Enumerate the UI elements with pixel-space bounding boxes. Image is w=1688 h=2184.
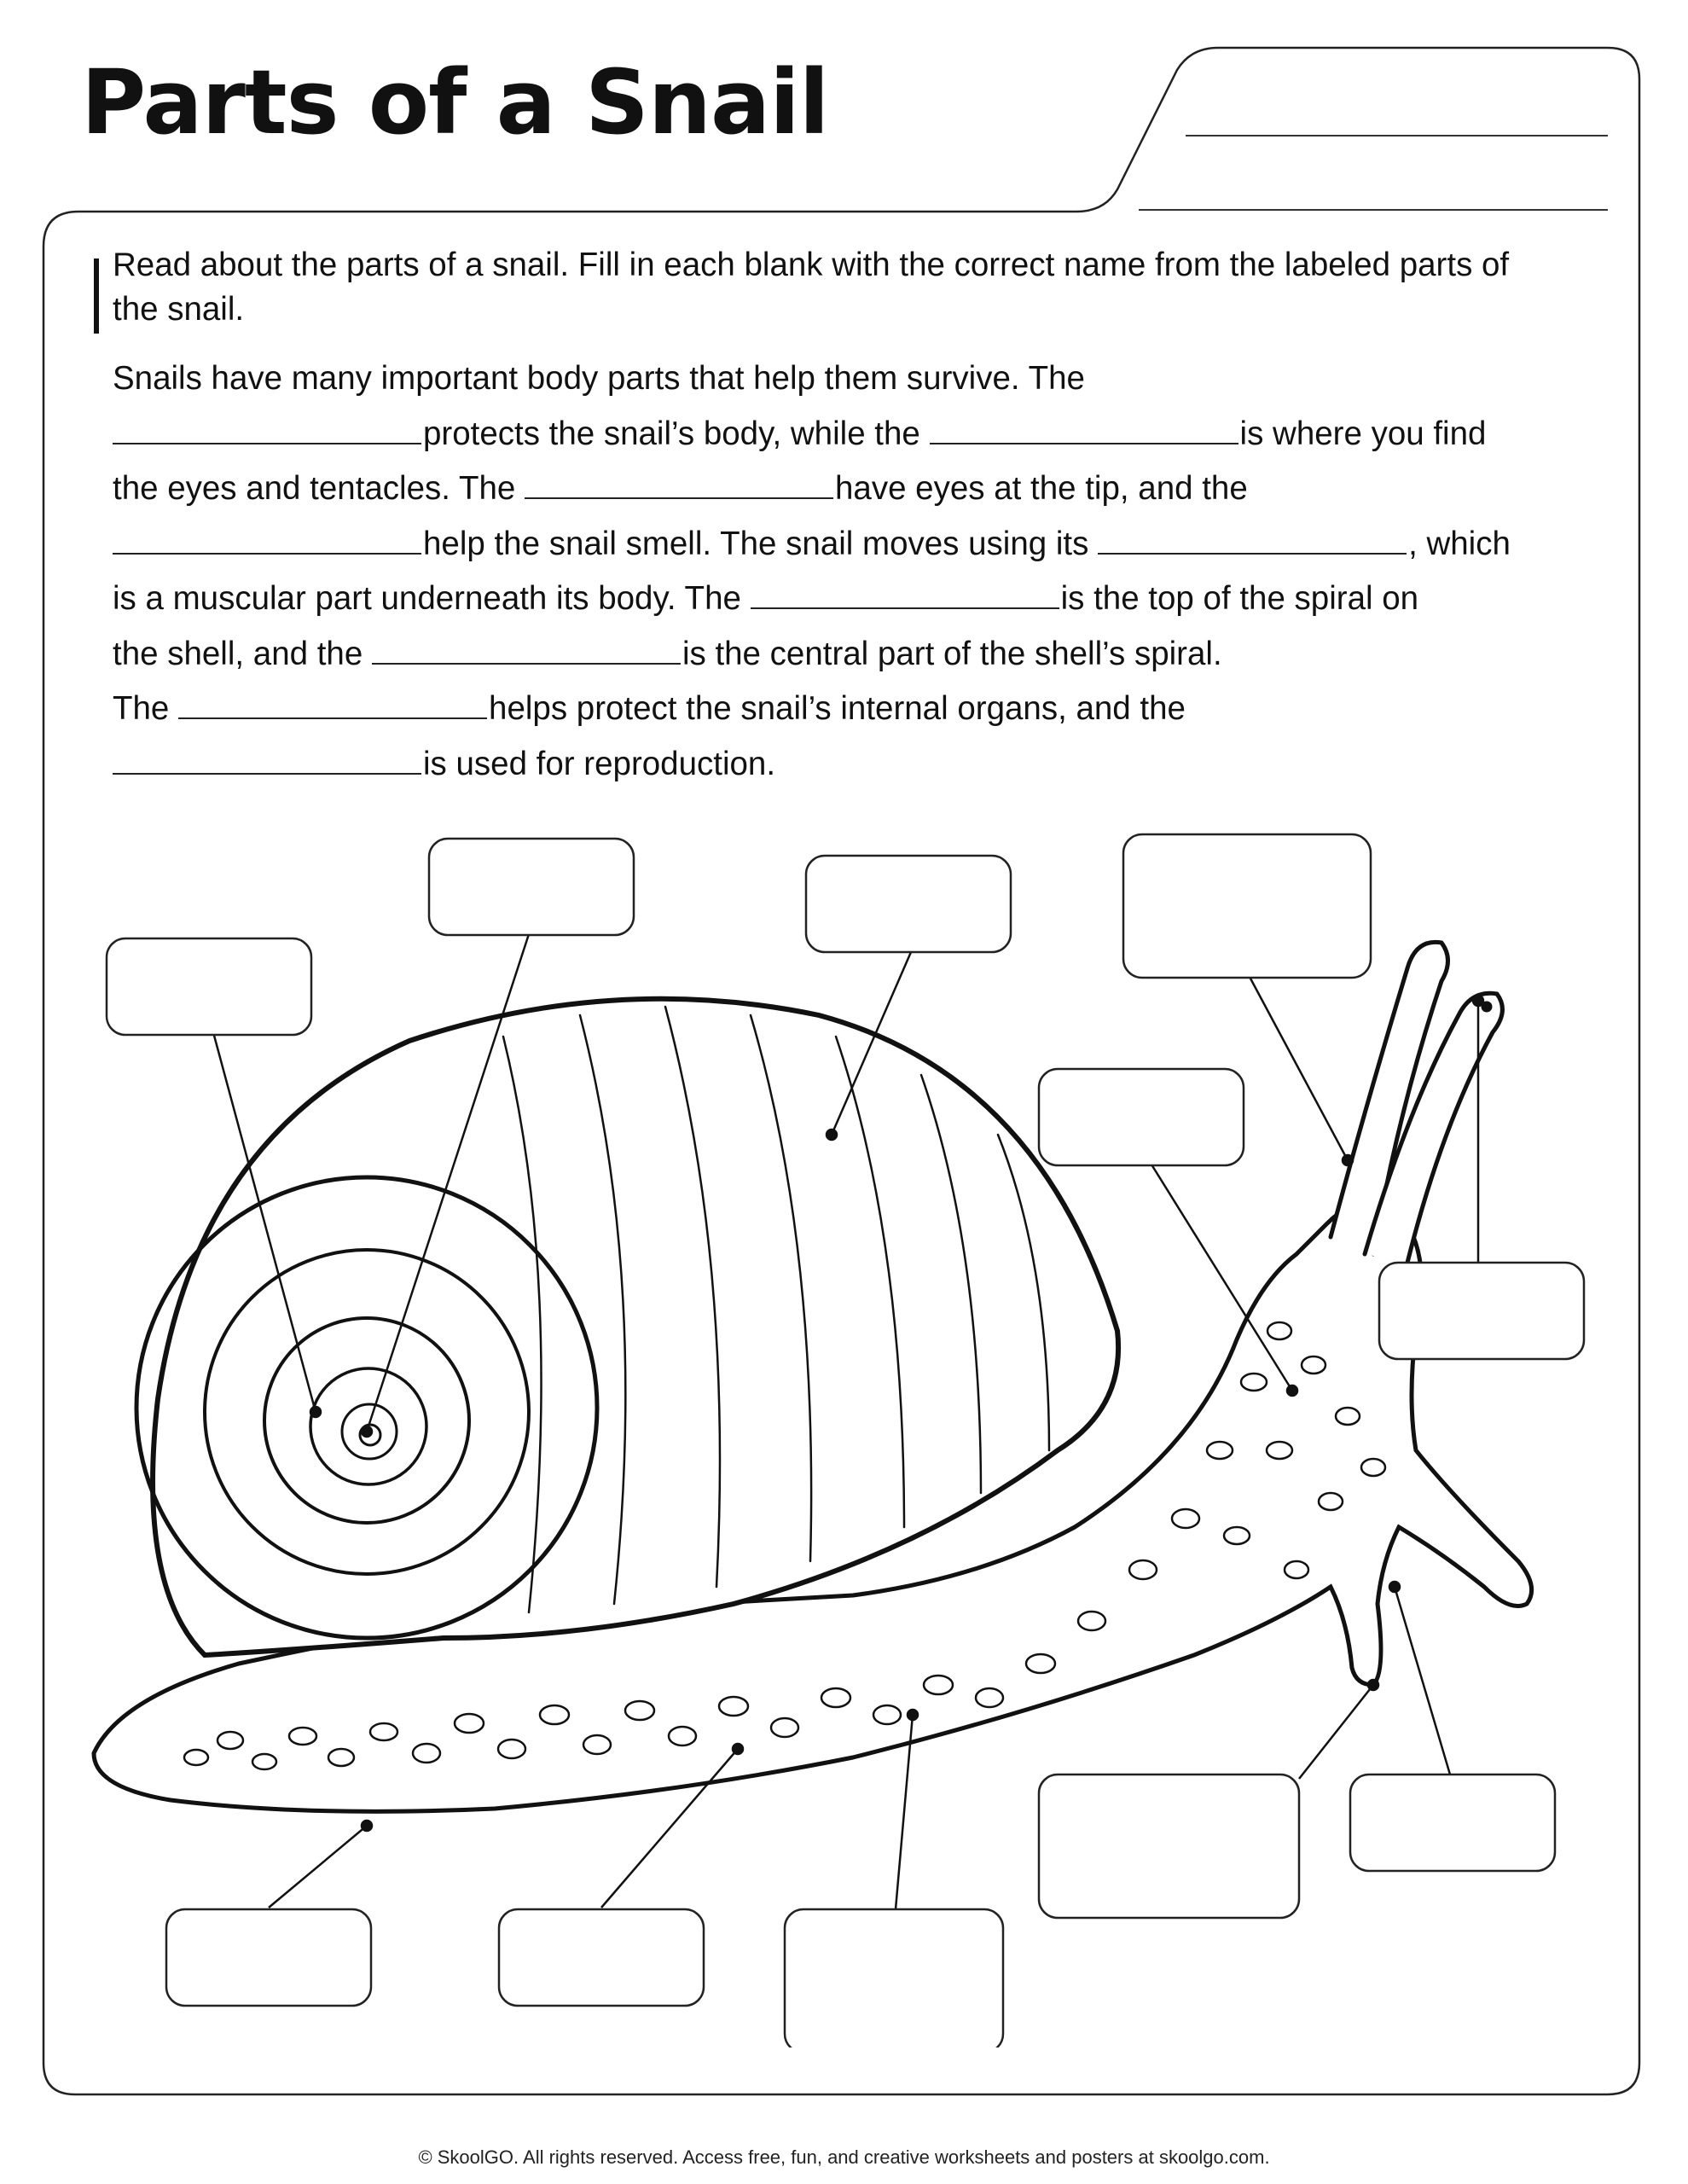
passage-text: is the central part of the shell’s spiral.	[682, 635, 1222, 672]
passage-text: , which	[1408, 525, 1511, 562]
blank-4[interactable]	[113, 520, 421, 555]
label-box[interactable]	[499, 1909, 704, 2006]
label-box[interactable]	[785, 1909, 1003, 2048]
blank-5[interactable]	[1098, 520, 1407, 555]
instructions-text: Read about the parts of a snail. Fill in each blank with the correct name from the labeled parts of the snail.	[113, 247, 1510, 328]
passage-text: helps protect the snail’s internal organs, and the	[489, 690, 1186, 727]
blank-9[interactable]	[113, 741, 421, 775]
label-box[interactable]	[1350, 1774, 1555, 1871]
passage-text: Snails have many important body parts that help them survive. The	[113, 360, 1085, 397]
blank-6[interactable]	[751, 575, 1059, 609]
label-box[interactable]	[166, 1909, 371, 2006]
passage-text: is the top of the spiral on	[1060, 580, 1419, 617]
label-box[interactable]	[1123, 834, 1371, 978]
blank-1[interactable]	[113, 410, 421, 444]
label-box[interactable]	[1379, 1263, 1584, 1359]
instruction-bar	[94, 258, 99, 334]
fill-in-passage	[113, 351, 1614, 792]
label-box[interactable]	[429, 839, 634, 935]
label-box[interactable]	[1039, 1774, 1299, 1918]
page-title: Parts of a Snail	[81, 50, 829, 154]
blank-7[interactable]	[372, 630, 681, 665]
passage-text: is a muscular part underneath its body. The	[113, 580, 751, 617]
snail-diagram	[0, 819, 1688, 2048]
date-line[interactable]	[1139, 209, 1608, 211]
passage-text: have eyes at the tip, and the	[835, 470, 1248, 507]
passage-text: is used for reproduction.	[423, 745, 776, 782]
passage-text: the shell, and the	[113, 635, 372, 672]
passage-text: is where you find	[1239, 415, 1487, 452]
passage-text: The	[113, 690, 179, 727]
passage-text: protects the snail’s body, while the	[423, 415, 930, 452]
snail-illustration	[94, 942, 1532, 1811]
blank-3[interactable]	[525, 465, 833, 499]
name-line[interactable]	[1186, 135, 1608, 136]
label-box[interactable]	[107, 938, 311, 1035]
label-box[interactable]	[1039, 1069, 1244, 1165]
label-box[interactable]	[806, 856, 1011, 952]
footer-copyright: © SkoolGO. All rights reserved. Access free, fun, and creative worksheets and posters at skoolgo.com.	[418, 2146, 1270, 2168]
passage-text: the eyes and tentacles. The	[113, 470, 525, 507]
blank-2[interactable]	[930, 410, 1238, 444]
blank-8[interactable]	[178, 685, 487, 719]
passage-text: help the snail smell. The snail moves using its	[423, 525, 1099, 562]
